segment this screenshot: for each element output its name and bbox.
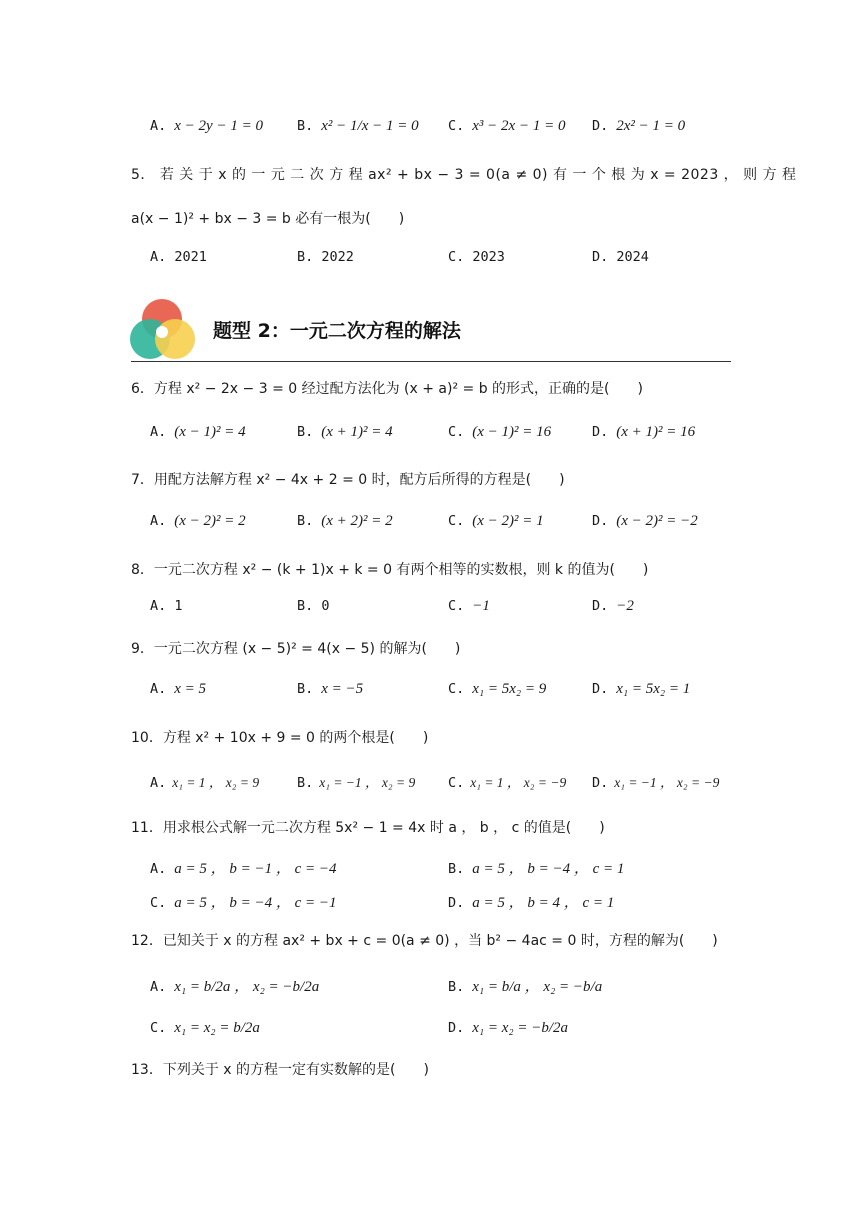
- option-label: A.: [150, 424, 167, 440]
- option-expr: (x + 1)² = 16: [616, 424, 696, 440]
- option-label: C.: [448, 598, 465, 614]
- option-a: [150, 424, 246, 441]
- option-expr: x₁ = b/a ， x₂ = −b/a: [472, 979, 603, 995]
- option-expr: 2022: [321, 249, 354, 265]
- option-label: D.: [592, 118, 609, 134]
- option-expr: 2021: [174, 249, 207, 265]
- option-expr: x₁ = b/2a ， x₂ = −b/2a: [174, 979, 320, 995]
- option-d: [592, 771, 719, 791]
- option-label: A.: [150, 598, 167, 614]
- q10-text: 10．方程 x² + 10x + 9 = 0 的两个根是( ): [131, 730, 429, 746]
- option-label: B.: [297, 681, 314, 697]
- option-a: [150, 771, 259, 791]
- option-expr: a = 5 ， b = 4 ， c = 1: [472, 895, 615, 911]
- option-expr: x = −5: [321, 681, 364, 697]
- option-label: A.: [150, 118, 167, 134]
- option-expr: x₁ = 1 ， x₂ = 9: [172, 775, 260, 790]
- q7-text: 7．用配方法解方程 x² − 4x + 2 = 0 时，配方后所得的方程是( ): [131, 472, 565, 488]
- option-label: B.: [297, 424, 314, 440]
- q5-text-line1: 5． 若 关 于 x 的 一 元 二 次 方 程 ax² + bx − 3 = 0(a ≠ 0) 有 一 个 根 为 x = 2023 ， 则 方 程: [131, 167, 797, 183]
- option-label: A.: [150, 775, 167, 791]
- option-a: [150, 681, 206, 698]
- option-label: B.: [297, 775, 314, 791]
- option-label: B.: [448, 979, 465, 995]
- option-c: [448, 598, 490, 615]
- option-d: [592, 118, 685, 135]
- option-c: [448, 424, 551, 441]
- option-expr: (x − 2)² = 2: [174, 513, 246, 529]
- section-logo-icon: [130, 298, 196, 360]
- option-label: D.: [592, 598, 609, 614]
- option-expr: a = 5 ， b = −4 ， c = −1: [174, 895, 337, 911]
- option-expr: x − 2y − 1 = 0: [174, 118, 263, 134]
- section-divider: [131, 361, 731, 362]
- option-b: [297, 681, 363, 698]
- option-label: D.: [592, 775, 609, 791]
- option-c: [448, 771, 566, 791]
- option-label: A.: [150, 681, 167, 697]
- option-label: C.: [150, 895, 167, 911]
- option-c: [448, 249, 505, 265]
- option-label: D.: [448, 1020, 465, 1036]
- option-expr: 1: [174, 598, 183, 614]
- option-label: A.: [150, 979, 167, 995]
- q11-text: 11．用求根公式解一元二次方程 5x² − 1 = 4x 时 a ， b ， c 的值是( ): [131, 820, 605, 836]
- option-label: C.: [448, 681, 465, 697]
- q13-text: 13．下列关于 x 的方程一定有实数解的是( ): [131, 1062, 429, 1078]
- q6-text: 6．方程 x² − 2x − 3 = 0 经过配方法化为 (x + a)² = b 的形式，正确的是( ): [131, 381, 643, 397]
- option-expr: 0: [321, 598, 330, 614]
- option-d: [592, 681, 690, 698]
- option-expr: (x + 1)² = 4: [321, 424, 393, 440]
- option-label: B.: [297, 598, 314, 614]
- option-expr: x₁ = 1 ， x₂ = −9: [470, 775, 567, 790]
- option-label: D.: [592, 681, 609, 697]
- option-c: [448, 118, 565, 135]
- option-expr: (x + 2)² = 2: [321, 513, 393, 529]
- option-expr: x₁ = −1 ， x₂ = −9: [614, 775, 720, 790]
- option-d: [448, 1020, 568, 1037]
- option-b: [297, 771, 415, 791]
- option-label: B.: [448, 861, 465, 877]
- option-expr: −1: [472, 598, 490, 614]
- option-label: D.: [448, 895, 465, 911]
- option-b: [448, 975, 602, 996]
- option-c: [150, 1020, 260, 1037]
- option-expr: (x − 1)² = 4: [174, 424, 246, 440]
- option-b: [297, 513, 393, 530]
- option-expr: (x − 2)² = −2: [616, 513, 698, 529]
- option-expr: x = 5: [174, 681, 207, 697]
- option-b: [448, 857, 624, 878]
- option-a: [150, 249, 207, 265]
- option-expr: (x − 2)² = 1: [472, 513, 544, 529]
- option-label: D.: [592, 424, 609, 440]
- option-expr: x₁ = x₂ = b/2a: [174, 1020, 260, 1036]
- option-label: C.: [150, 1020, 167, 1036]
- option-d: [592, 598, 634, 615]
- option-expr: 2023: [472, 249, 505, 265]
- option-expr: a = 5 ， b = −4 ， c = 1: [472, 861, 625, 877]
- option-label: D.: [592, 513, 609, 529]
- option-b: [297, 249, 354, 265]
- option-label: A.: [150, 513, 167, 529]
- option-d: [592, 249, 649, 265]
- option-label: B.: [297, 118, 314, 134]
- option-b: [297, 118, 419, 135]
- option-label: B.: [297, 249, 314, 265]
- option-b: [297, 424, 393, 441]
- option-label: C.: [448, 775, 465, 791]
- option-label: C.: [448, 118, 465, 134]
- option-label: C.: [448, 424, 465, 440]
- option-expr: −2: [616, 598, 634, 614]
- q9-text: 9．一元二次方程 (x − 5)² = 4(x − 5) 的解为( ): [131, 641, 461, 657]
- option-expr: x₁ = 5x₂ = 9: [472, 681, 547, 697]
- option-expr: (x − 1)² = 16: [472, 424, 552, 440]
- option-expr: 2024: [616, 249, 649, 265]
- option-c: [448, 513, 544, 530]
- option-expr: x₁ = x₂ = −b/2a: [472, 1020, 569, 1036]
- option-d: [592, 424, 695, 441]
- option-a: [150, 975, 319, 996]
- option-d: [592, 513, 698, 530]
- option-a: [150, 598, 183, 614]
- option-label: D.: [592, 249, 609, 265]
- option-label: C.: [448, 513, 465, 529]
- option-expr: x₁ = −1 ， x₂ = 9: [319, 775, 416, 790]
- option-c: [448, 681, 546, 698]
- option-d: [448, 891, 614, 912]
- q12-text: 12．已知关于 x 的方程 ax² + bx + c = 0(a ≠ 0) ，当 b² − 4ac = 0 时，方程的解为( ): [131, 933, 718, 949]
- option-expr: x² − 1/x − 1 = 0: [321, 118, 419, 134]
- option-expr: a = 5 ， b = −1 ， c = −4: [174, 861, 337, 877]
- q8-text: 8．一元二次方程 x² − (k + 1)x + k = 0 有两个相等的实数根，则 k 的值为( ): [131, 562, 649, 578]
- option-expr: x₁ = 5x₂ = 1: [616, 681, 691, 697]
- option-a: [150, 857, 337, 878]
- option-label: A.: [150, 249, 167, 265]
- q5-text-line2: a(x − 1)² + bx − 3 = b 必有一根为( ): [131, 211, 405, 227]
- option-a: [150, 513, 246, 530]
- option-label: C.: [448, 249, 465, 265]
- option-label: A.: [150, 861, 167, 877]
- section-title: 题型 2：一元二次方程的解法: [213, 320, 461, 342]
- option-expr: 2x² − 1 = 0: [616, 118, 686, 134]
- option-b: [297, 598, 330, 614]
- option-expr: x³ − 2x − 1 = 0: [472, 118, 566, 134]
- option-c: [150, 891, 337, 912]
- option-a: [150, 118, 263, 135]
- option-label: B.: [297, 513, 314, 529]
